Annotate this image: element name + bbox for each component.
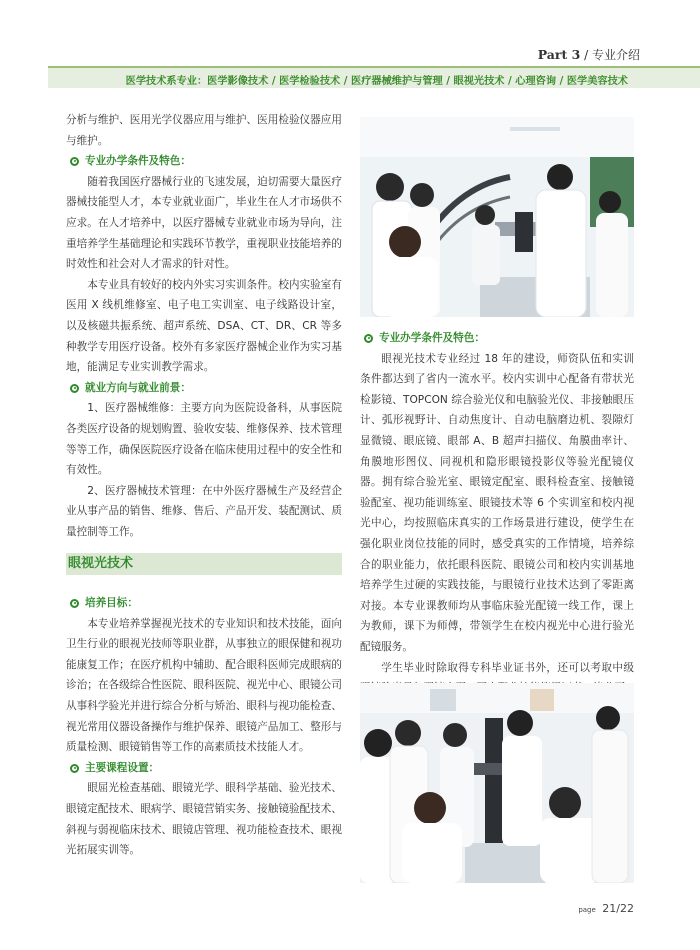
left-column-bottom [66,593,342,861]
conditions-paragraph-1: 随着我国医疗器械行业的飞速发展，迫切需要大量医疗器械技能型人才，本专业就业面广，毕业生在人才市场供不应求。在人才培养中，以医疗器械专业就业市场为导向，注重培养学生基础理论和实践环节教学，重视职业技能培养的时效性和社会对人才需求的针对性。 [66,175,342,271]
left-column-top [66,110,342,542]
heading-text: 专业办学条件及特色： [379,332,485,344]
heading-conditions-right [360,328,634,349]
photo-slit-lamp-practice [360,683,634,883]
heading-goal [66,593,342,614]
employment-paragraph-1: 1、医疗器械维修：主要方向为医院设备科，从事医院各类医疗设备的规划购置、验收安装、维修保养、技术管理等等工作，确保医院医疗设备在临床使用过程中的安全性和有效性。 [66,402,342,477]
heading-text: 培养目标： [85,597,138,609]
photo-instrument-training [360,117,634,317]
section-title-optometry: 眼视光技术 [66,553,342,575]
part-label: Part 3 [537,47,581,62]
bullet-circle-icon [70,764,79,773]
optometry-conditions-paragraph-1: 眼视光技术专业经过 18 年的建设，师资队伍和实训条件都达到了省内一流水平。校内实训中心配备有带状光检影镜、TOPCON 综合验光仪和电脑验光仪、非接触眼压计、弧形视野计、自动焦度计、自动电脑磨边机、裂隙灯显微镜、眼底镜、眼部 A、B 超声扫描仪、角膜曲率计、角膜地形图仪、同视机和隐形眼镜投影仪等验光配镜仪器。拥有综合验光室、眼镜定配室、眼科检查室、接触镜验配室、视功能训练室、眼镜技术等 6 个实训室和校内视光中心，均按照临床真实的工作场景进行建设，使学生在强化职业岗位技能的同时，感受真实的工作情境，培养综合的职业能力，依托眼科医院、眼镜公司和校内实训基地培养学生过硬的实践技能，与眼镜行业技术达到了零距离对接。本专业课教师均从事临床验光配镜一线工作，课上为教师，课下为师傅，带领学生在校内视光中心进行验光配镜服务。 [360,352,634,653]
right-column [360,328,634,699]
heading-conditions-left [66,151,342,172]
bullet-circle-icon [70,599,79,608]
conditions-paragraph-2: 本专业具有较好的校内外实习实训条件。校内实验室有医用 X 线机维修室、电子电工实训室、电子线路设计室，以及核磁共振系统、超声系统、DSA、CT、DR、CR 等多种教学专用医疗设备。校外有多家医疗器械企业作为实习基地，能满足专业实训教学需求。 [66,278,342,374]
majors-line: 医学技术系专业：医学影像技术 / 医学检验技术 / 医疗器械维护与管理 / 眼视光技术 / 心理咨询 / 医学美容技术 [125,76,628,87]
employment-paragraph-2: 2、医疗器械技术管理：在中外医疗器械生产及经营企业从事产品的销售、维修、售后、产品开发、装配测试、质量控制等工作。 [66,484,342,538]
heading-courses [66,758,342,779]
running-header [538,46,640,63]
section-label: / 专业介绍 [584,48,640,62]
heading-text: 主要课程设置： [85,761,160,774]
optometry-conditions-paragraph-2: 学生毕业时除取得专科毕业证书外，还可以考取中级 [381,661,634,674]
bullet-circle-icon [364,334,373,343]
intro-paragraph: 分析与维护、医用光学仪器应用与维护、医用检验仪器应用与维护。 [66,114,342,147]
heading-text: 专业办学条件及特色： [85,155,191,168]
page-number [578,902,634,915]
heading-employment [66,378,342,399]
courses-paragraph: 眼屈光检查基础、眼镜光学、眼科学基础、验光技术、眼镜定配技术、眼病学、眼镜营销实务、接触镜验配技术、斜视与弱视临床技术、眼镜店管理、视功能检查技术、眼视光拓展实训等。 [66,782,342,857]
goal-paragraph: 本专业培养掌握视光技术的专业知识和技术技能，面向卫生行业的眼视光技师等职业群，从事独立的眼保健和视功能康复工作；在医疗机构中辅助、配合眼科医师完成眼病的诊治；在各级综合性医院、眼科医院、视光中心、眼镜公司从事科学验光并进行综合分析与矫治、眼科与视功能检查、视光常用仪器设备操作与维护保养、眼镜产品加工、整形与质量检测、眼镜销售等工作的高素质技术技能人才。 [66,617,342,754]
page-label: page [578,906,596,914]
bullet-circle-icon [70,157,79,166]
heading-text: 就业方向与就业前景： [85,381,191,394]
bullet-circle-icon [70,384,79,393]
page-number-value: 21/22 [602,902,634,915]
